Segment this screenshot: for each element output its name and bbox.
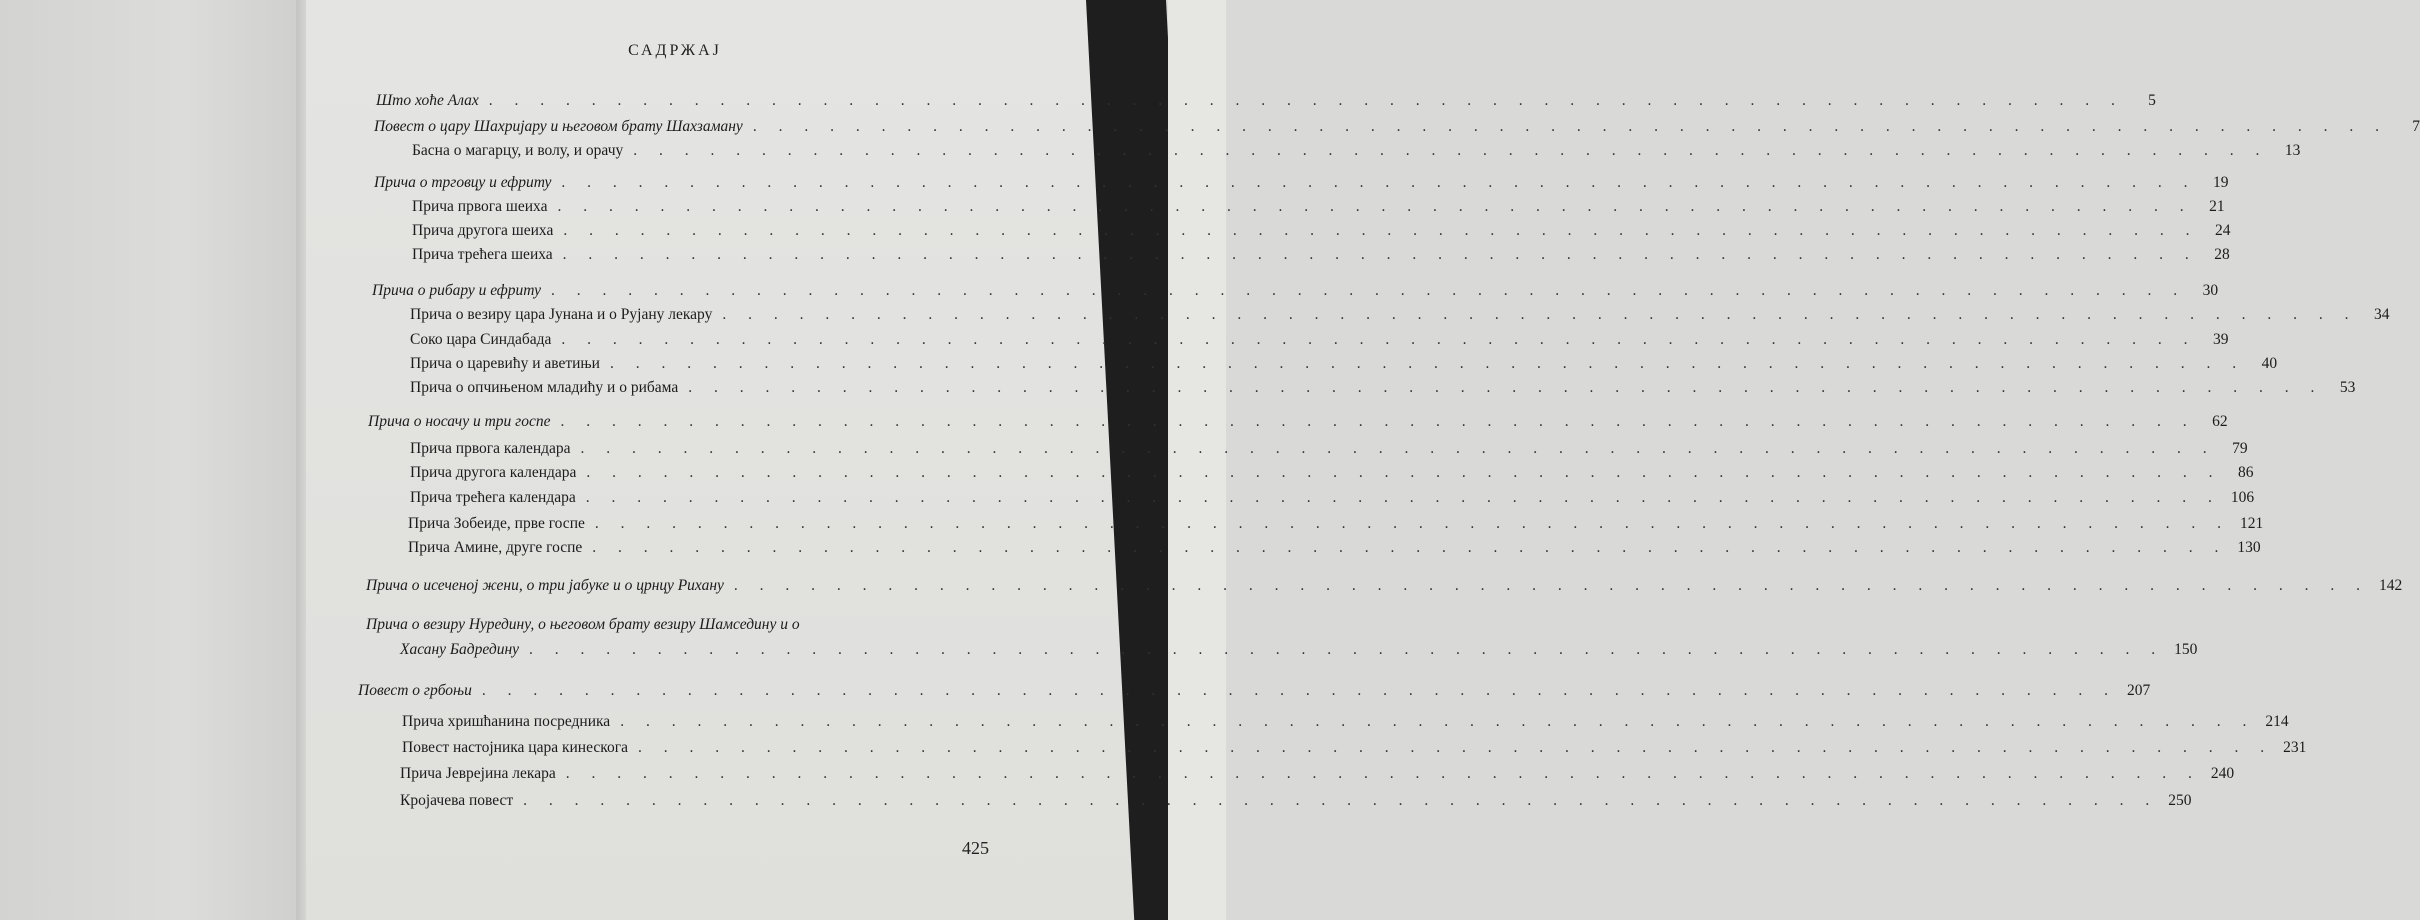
dot-leader: . . . . . . . . . . . . . . . . . . . . . . . . . . . . . . . . . . . . . . . . . . . . . . . . . . . . . . . . . . . . . . . . (529, 641, 2165, 658)
toc-entry (374, 174, 2229, 192)
toc-entry-page: 7 (2412, 118, 2420, 135)
toc-entry (402, 713, 2289, 731)
toc-entry-page: 24 (2214, 222, 2231, 239)
dot-leader: . . . . . . . . . . . . . . . . . . . . . . . . . . . . . . . . . . . . . . . . . . . . . . . . . . . . . . . . . . . . . . . . (722, 306, 2358, 323)
dot-leader: . . . . . . . . . . . . . . . . . . . . . . . . . . . . . . . . . . . . . . . . . . . . . . . . . . . . . . . . . . . . . . . . (620, 713, 2256, 730)
toc-entry-title: Прича Амине, друге госпе (408, 539, 583, 556)
toc-entry-page: 39 (2213, 331, 2229, 348)
toc-entry (368, 413, 2228, 431)
toc-entry-title: Прича о царевићу и аветињи (410, 355, 600, 372)
toc-entry-title: Што хоће Алах (376, 92, 479, 109)
toc-entry-title: Прича о везиру Нуредину, о његовом брату везиру Шамседину и о (366, 616, 800, 633)
toc-entry-title: Прича Зобеиде, прве госпе (408, 515, 585, 532)
dot-leader: . . . . . . . . . . . . . . . . . . . . . . . . . . . . . . . . . . . . . . . . . . . . . . . . . . . . . . . . . . . . . . . . (551, 282, 2187, 299)
toc-entry-page: 28 (2214, 246, 2230, 263)
toc-entry-page: 142 (2379, 577, 2403, 594)
toc-entry-title: Повест о цару Шахријару и његовом брату Шахзаману (374, 118, 743, 135)
toc-entry-page: 231 (2283, 739, 2307, 756)
dot-leader: . . . . . . . . . . . . . . . . . . . . . . . . . . . . . . . . . . . . . . . . . . . . . . . . . . . . . . . . . . . . . . . . (488, 92, 2124, 109)
toc-entry (410, 331, 2229, 349)
toc-entry (374, 118, 2420, 136)
toc-entry (410, 355, 2278, 373)
dot-leader: . . . . . . . . . . . . . . . . . . . . . . . . . . . . . . . . . . . . . . . . . . . . . . . . . . . . . . . . . . . . . . . . (481, 682, 2117, 699)
dot-leader: . . . . . . . . . . . . . . . . . . . . . . . . . . . . . . . . . . . . . . . . . . . . . . . . . . . . . . . . . . . . . . . . (633, 142, 2269, 159)
toc-entry-page: 207 (2126, 682, 2151, 699)
toc-entry (410, 489, 2255, 507)
dot-leader: . . . . . . . . . . . . . . . . . . . . . . . . . . . . . . . . . . . . . . . . . . . . . . . . . . . . . . . . . . . . . . . . (557, 198, 2193, 215)
toc-entry-page: 30 (2202, 282, 2219, 299)
toc-entry-page: 40 (2261, 355, 2278, 372)
toc-entry (410, 379, 2356, 397)
dot-leader: . . . . . . . . . . . . . . . . . . . . . . . . . . . . . . . . . . . . . . . . . . . . . . . . . . . . . . . . . . . . . . . . (586, 464, 2222, 481)
toc-entry (410, 440, 2248, 458)
toc-entry-page: 250 (2168, 792, 2192, 809)
toc-entry-page: 214 (2265, 713, 2289, 730)
toc-entry-title: Прича трећега шеиха (412, 246, 553, 263)
dot-leader: . . . . . . . . . . . . . . . . . . . . . . . . . . . . . . . . . . . . . . . . . . . . . . . . . . . . . . . . . . . . . . . . (565, 765, 2201, 782)
dot-leader: . . . . . . . . . . . . . . . . . . . . . . . . . . . . . . . . . . . . . . . . . . . . . . . . . . . . . . . . . . . . . . . . (580, 440, 2216, 457)
toc-entry (412, 198, 2225, 216)
toc-entry-title: Прича другога шеиха (412, 222, 554, 239)
toc-entry-title: Прича о опчињеном младићу и о рибама (410, 379, 679, 396)
toc-entry-page: 106 (2230, 489, 2255, 506)
toc-entry-page: 79 (2232, 440, 2248, 457)
toc-entry-title: Прича другога календара (410, 464, 577, 481)
toc-entry-page: 121 (2240, 515, 2264, 532)
toc-entry-page: 21 (2209, 198, 2225, 215)
dot-leader: . . . . . . . . . . . . . . . . . . . . . . . . . . . . . . . . . . . . . . . . . . . . . . . . . . . . . . . . . . . . . . . . (523, 792, 2159, 809)
toc-entry (402, 739, 2307, 757)
dot-leader: . . . . . . . . . . . . . . . . . . . . . . . . . . . . . . . . . . . . . . . . . . . . . . . . . . . . . . . . . . . . . . . . (594, 515, 2230, 532)
dot-leader: . . . . . . . . . . . . . . . . . . . . . . . . . . . . . . . . . . . . . . . . . . . . . . . . . . . . . . . . . . . . . . . . (561, 174, 2197, 191)
toc-entry-title: Соко цара Синдабада (410, 331, 552, 348)
toc-entry-page: 240 (2210, 765, 2235, 782)
toc-entry-page: 19 (2213, 174, 2229, 191)
toc-entry (410, 464, 2254, 482)
dot-leader: . . . . . . . . . . . . . . . . . . . . . . . . . . . . . . . . . . . . . . . . . . . . . . . . . . . . . . . . . . . . . . . . (585, 489, 2221, 506)
toc-entry-title: Прича о рибару и ефриту (372, 282, 541, 299)
toc-entry-title: Прича о везиру цара Јунана и о Рујану лекару (410, 306, 713, 323)
toc-entry-page: 130 (2237, 539, 2261, 556)
page-number: 425 (962, 838, 989, 858)
toc-entry-title: Прича Јеврејина лекара (400, 765, 556, 782)
toc-entry-title-continuation: Хасану Бадредину (400, 641, 520, 658)
toc-entry (400, 765, 2235, 783)
toc-entry (412, 222, 2231, 240)
toc-entry-page: 53 (2339, 379, 2356, 396)
toc-entry (408, 539, 2261, 557)
toc-entry-page: 86 (2238, 464, 2254, 481)
toc-entry-title: Прича хришћанина посредника (402, 713, 611, 730)
page-title: САДРЖАЈ (628, 42, 722, 59)
toc-entry-page: 13 (2284, 142, 2301, 159)
toc-entry-page: 34 (2373, 306, 2390, 323)
toc-entry-page: 5 (2148, 92, 2156, 109)
toc-entry-title: Прича о трговцу и ефриту (374, 174, 552, 191)
toc-entry (400, 641, 2198, 659)
toc-entry-title: Басна о магарцу, и волу, и орачу (412, 142, 624, 159)
dot-leader: . . . . . . . . . . . . . . . . . . . . . . . . . . . . . . . . . . . . . . . . . . . . . . . . . . . . . . . . . . . . . . . . (560, 413, 2196, 430)
toc-entry (410, 306, 2390, 324)
toc-entry-title: Прича о носачу и три госпе (368, 413, 551, 430)
toc-entry (412, 142, 2301, 160)
dot-leader: . . . . . . . . . . . . . . . . . . . . . . . . . . . . . . . . . . . . . . . . . . . . . . . . . . . . . . . . . . . . . . . . (562, 246, 2198, 263)
toc-entry (372, 282, 2219, 300)
toc-entry-title: Прича трећега календара (410, 489, 576, 506)
toc-entry-title: Прича првога шеиха (412, 198, 548, 215)
dot-leader: . . . . . . . . . . . . . . . . . . . . . . . . . . . . . . . . . . . . . . . . . . . . . . . . . . . . . . . . . . . . . . . . (733, 577, 2370, 594)
toc-entry (366, 577, 2403, 595)
toc-entry (400, 792, 2192, 810)
toc-entry-title: Повест настојника цара кинескога (402, 739, 628, 756)
toc-entry-title: Прича првога календара (410, 440, 571, 457)
dot-leader: . . . . . . . . . . . . . . . . . . . . . . . . . . . . . . . . . . . . . . . . . . . . . . . . . . . . . . . . . . . . . . . . (592, 539, 2228, 556)
toc-entry-page: 150 (2174, 641, 2198, 658)
dot-leader: . . . . . . . . . . . . . . . . . . . . . . . . . . . . . . . . . . . . . . . . . . . . . . . . . . . . . . . . . . . . . . . . (752, 118, 2388, 135)
toc-entry (358, 682, 2151, 700)
dot-leader: . . . . . . . . . . . . . . . . . . . . . . . . . . . . . . . . . . . . . . . . . . . . . . . . . . . . . . . . . . . . . . . . (561, 331, 2197, 348)
dot-leader: . . . . . . . . . . . . . . . . . . . . . . . . . . . . . . . . . . . . . . . . . . . . . . . . . . . . . . . . . . . . . . . . (688, 379, 2324, 396)
dot-leader: . . . . . . . . . . . . . . . . . . . . . . . . . . . . . . . . . . . . . . . . . . . . . . . . . . . . . . . . . . . . . . . . (609, 355, 2246, 372)
toc-entry-page: 62 (2212, 413, 2228, 430)
toc-entry (412, 246, 2230, 264)
toc-entry-title: Повест о грбоњи (358, 682, 472, 699)
toc-entry (376, 92, 2156, 110)
toc-entry-title: Кројачева повест (400, 792, 514, 809)
dot-leader: . . . . . . . . . . . . . . . . . . . . . . . . . . . . . . . . . . . . . . . . . . . . . . . . . . . . . . . . . . . . . . . . (637, 739, 2274, 756)
dot-leader: . . . . . . . . . . . . . . . . . . . . . . . . . . . . . . . . . . . . . . . . . . . . . . . . . . . . . . . . . . . . . . . . (563, 222, 2199, 239)
toc-entry (408, 515, 2264, 533)
toc-entry-title: Прича о исеченој жени, о три јабуке и о црнцу Рихану (366, 577, 724, 594)
